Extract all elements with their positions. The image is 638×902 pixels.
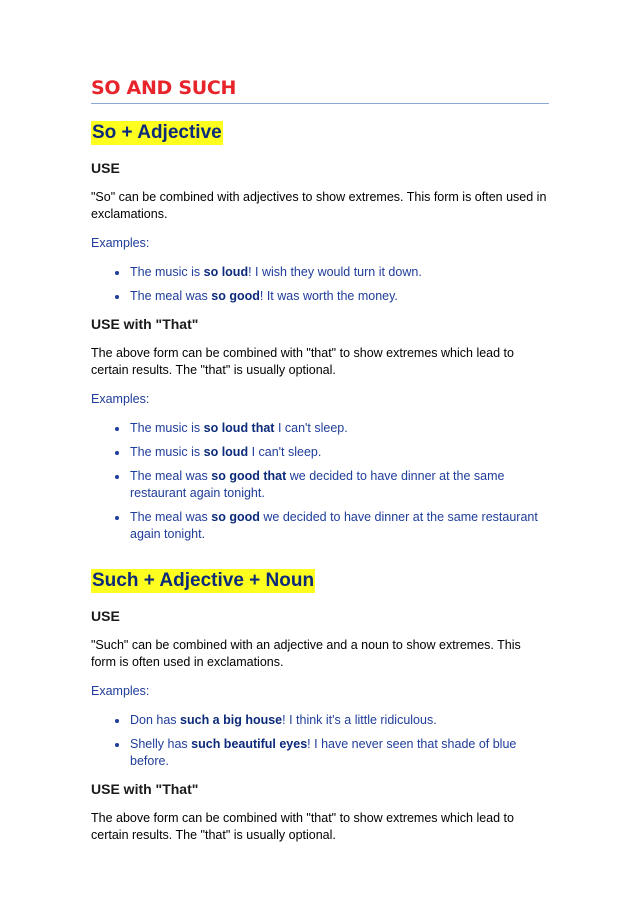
use-with-that-paragraph: The above form can be combined with "that" to show extremes which lead to certain results. The "that" is usually optional.	[91, 811, 514, 842]
example-text: ! It was worth the money.	[259, 289, 398, 303]
list-item	[102, 420, 549, 437]
use-heading: USE	[91, 608, 120, 624]
bullet-icon	[115, 475, 119, 479]
example-bold: so loud	[203, 265, 249, 279]
bullet-icon	[115, 516, 119, 520]
example-list	[91, 420, 549, 543]
examples-label: Examples:	[91, 392, 150, 406]
use-heading: USE	[91, 160, 120, 176]
example-text: I can't sleep.	[248, 445, 322, 459]
example-text: Shelly has	[130, 737, 192, 751]
bullet-icon	[115, 295, 119, 299]
bullet-icon	[115, 719, 119, 723]
example-text: The music is	[130, 421, 204, 435]
example-text: The meal was	[130, 510, 212, 524]
example-text: The music is	[130, 445, 204, 459]
use-with-that-heading: USE with "That"	[91, 781, 199, 797]
list-item	[102, 264, 549, 281]
document-page	[91, 76, 549, 844]
section-heading: Such + Adjective + Noun	[92, 570, 315, 591]
list-item	[102, 444, 549, 461]
example-bold: such a big house	[180, 713, 283, 727]
example-bold: so good that	[211, 469, 287, 483]
bullet-icon	[115, 427, 119, 431]
example-bold: such beautiful eyes	[191, 737, 308, 751]
example-list	[91, 264, 549, 305]
example-text: ! I have never seen that shade of blue before.	[130, 737, 517, 768]
use-paragraph: "Such" can be combined with an adjective and a noun to show extremes. This form is often used in exclamations.	[91, 638, 521, 669]
list-item	[102, 288, 549, 305]
example-bold: so loud that	[203, 421, 275, 435]
example-text: ! I wish they would turn it down.	[248, 265, 422, 279]
example-text: we decided to have dinner at the same restaurant again tonight.	[130, 510, 538, 541]
use-with-that-paragraph: The above form can be combined with "that" to show extremes which lead to certain results. The "that" is usually optional.	[91, 346, 514, 377]
examples-label: Examples:	[91, 236, 150, 250]
list-item	[102, 736, 549, 770]
examples-label: Examples:	[91, 684, 150, 698]
section-such-adjective-noun	[91, 569, 549, 593]
example-text: we decided to have dinner at the same restaurant again tonight.	[130, 469, 505, 500]
example-bold: so good	[211, 289, 260, 303]
list-item	[102, 468, 549, 502]
bullet-icon	[115, 743, 119, 747]
section-heading: So + Adjective	[92, 122, 222, 143]
example-text: The meal was	[130, 289, 212, 303]
example-bold: so good	[211, 510, 260, 524]
example-bold: so loud	[203, 445, 249, 459]
bullet-icon	[115, 271, 119, 275]
example-text: Don has	[130, 713, 181, 727]
example-list	[91, 712, 549, 770]
example-text: The meal was	[130, 469, 212, 483]
list-item	[102, 712, 549, 729]
use-with-that-heading: USE with "That"	[91, 316, 199, 332]
bullet-icon	[115, 451, 119, 455]
example-text: The music is	[130, 265, 204, 279]
section-so-adjective	[91, 121, 549, 145]
list-item	[102, 509, 549, 543]
example-text: I can't sleep.	[274, 421, 348, 435]
use-paragraph: "So" can be combined with adjectives to show extremes. This form is often used in exclamations.	[91, 190, 547, 221]
document-title: SO AND SUCH	[91, 76, 549, 104]
example-text: ! I think it's a little ridiculous.	[282, 713, 437, 727]
